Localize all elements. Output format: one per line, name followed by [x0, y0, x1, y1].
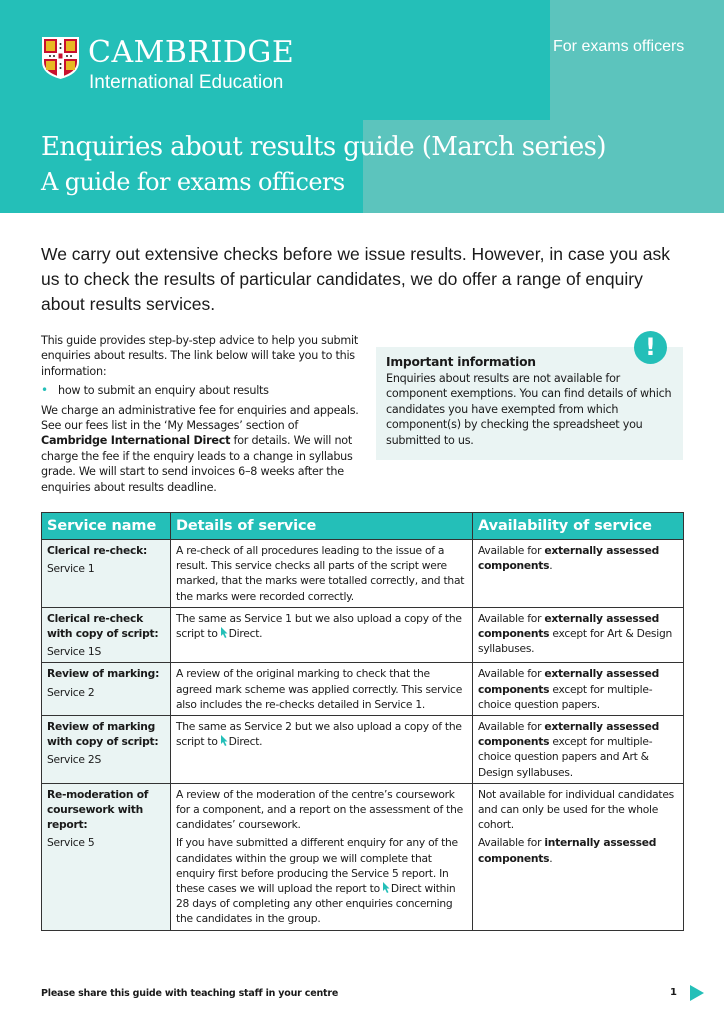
- availability-cell: [473, 540, 684, 608]
- service-name: Clerical re-check:: [47, 544, 147, 557]
- service-name-cell: [42, 663, 171, 716]
- avail-text-end: .: [549, 559, 553, 573]
- guide-description: [41, 333, 359, 497]
- fee-text-cont: for details. We will not charge the fee if the enquiry leads to a change in syllabus grade. We will start to send invoices 6–8 weeks after the enquiries about results deadline.: [41, 434, 353, 494]
- availability-cell: [473, 607, 684, 663]
- service-name-cell: [42, 607, 171, 663]
- avail-para-2: [478, 835, 678, 865]
- important-info-box: [376, 347, 683, 460]
- intro-paragraph: We carry out extensive checks before we issue results. However, in case you ask us to check the results of particular candidates, we do offer a range of enquiry about results services.: [41, 244, 670, 314]
- avail-text: Available for: [478, 544, 545, 557]
- col-details: Details of service: [171, 513, 473, 540]
- page-title: Enquiries about results guide (March series): [41, 132, 606, 162]
- details-para-2: [176, 835, 467, 926]
- avail-text-end: .: [549, 851, 553, 865]
- direct-cursor-icon: [220, 735, 228, 746]
- direct-cursor-icon: [382, 882, 390, 893]
- table-header-row: [42, 513, 684, 540]
- avail-text: Available for: [478, 667, 545, 681]
- service-code: Service 1: [47, 562, 95, 576]
- service-name: Re-moderation of coursework with report:: [47, 787, 149, 832]
- avail-bold: externally assessed components: [478, 667, 660, 696]
- cambridge-direct-name: Cambridge International Direct: [41, 434, 231, 448]
- availability-cell: [473, 663, 684, 716]
- table-row: [42, 540, 684, 608]
- avail-text-end: except for multiple-choice question papers and Art & Design syllabuses.: [478, 735, 653, 779]
- submit-enquiry-link[interactable]: how to submit an enquiry about results: [58, 384, 269, 398]
- details-cell: [171, 716, 473, 784]
- service-code: Service 5: [47, 836, 95, 850]
- exclamation-icon: !: [634, 331, 667, 364]
- service-code: Service 2S: [47, 753, 101, 767]
- avail-bold: externally assessed components: [478, 720, 660, 749]
- bullet-icon: •: [41, 383, 48, 398]
- service-code: Service 1S: [47, 645, 101, 659]
- service-name: Review of marking with copy of script:: [47, 720, 159, 749]
- service-name: Clerical re-check with copy of script:: [47, 611, 159, 641]
- avail-text-end: except for multiple-choice question papers.: [478, 682, 653, 711]
- avail-text: Available for: [478, 611, 545, 625]
- avail-bold: internally assessed components: [478, 836, 657, 865]
- logo-wordmark: CAMBRIDGE: [88, 35, 295, 70]
- details-text: If you have submitted a different enquiry for any of the candidates within the group we will complete that enquiry first before producing the Service 5 report. In these cases we will upload the report to: [176, 836, 458, 896]
- service-name: Review of marking:: [47, 667, 160, 681]
- details-text-end: Direct within 28 days of completing any other enquiries concerning the candidates in the group.: [176, 882, 456, 926]
- details-text-end: Direct.: [228, 735, 263, 749]
- details-cell: [171, 783, 473, 930]
- table-row: [42, 716, 684, 784]
- avail-bold: externally assessed components: [478, 544, 660, 573]
- direct-cursor-icon: [220, 627, 228, 638]
- details-text: A review of the moderation of the centre’s coursework for a component, and a report on the assessment of the candidates’ coursework.: [176, 787, 463, 832]
- table-row: [42, 607, 684, 663]
- service-name-cell: [42, 540, 171, 608]
- guide-para-1: This guide provides step-by-step advice to help you submit enquiries about results. The link below will take you to this information:: [41, 334, 359, 378]
- page-number: 1: [670, 987, 677, 998]
- info-body: Enquiries about results are not available for component exemptions. You can find details of which candidates you have exempted from which component(s) by checking the spreadsheet you submitted to us.: [386, 372, 672, 447]
- avail-text: Available for: [478, 720, 545, 734]
- avail-bold: externally assessed components: [478, 611, 660, 641]
- details-cell: A review of the original marking to check that the agreed mark scheme was applied correctly. This service also includes the re-checks detailed in Service 1.: [171, 663, 473, 716]
- availability-cell: [473, 783, 684, 930]
- fee-text: We charge an administrative fee for enquiries and appeals. See our fees list in the ‘My Messages’ section of: [41, 403, 359, 433]
- details-cell: [171, 607, 473, 663]
- col-service-name: Service name: [42, 513, 171, 540]
- audience-label: For exams officers: [553, 38, 685, 55]
- avail-text: Not available for individual candidates and can only be used for the whole cohort.: [478, 787, 674, 832]
- table-row: [42, 663, 684, 716]
- cambridge-logo: [41, 36, 294, 94]
- service-name-cell: [42, 783, 171, 930]
- service-code: Service 2: [47, 685, 95, 699]
- next-page-arrow-icon[interactable]: [690, 985, 704, 1001]
- availability-cell: [473, 716, 684, 784]
- cambridge-shield-icon: [41, 36, 80, 80]
- details-text-end: Direct.: [228, 627, 263, 641]
- details-cell: A re-check of all procedures leading to the issue of a result. This service checks all parts of the script were marked, that the marks were totalled correctly, and that the marks were recorded correctly.: [171, 540, 473, 608]
- guide-para-2: [41, 403, 359, 495]
- logo-subtitle: International Education: [89, 72, 284, 93]
- table-row: [42, 783, 684, 930]
- page-subtitle: A guide for exams officers: [41, 168, 345, 196]
- info-title: Important information: [386, 355, 536, 369]
- details-text: The same as Service 1 but we also upload a copy of the script to: [176, 611, 462, 641]
- services-table: [41, 512, 684, 931]
- avail-text: Available for: [478, 836, 545, 850]
- avail-text-end: except for Art & Design syllabuses.: [478, 627, 673, 656]
- col-availability: Availability of service: [473, 513, 684, 540]
- details-text: The same as Service 2 but we also upload a copy of the script to: [176, 720, 462, 749]
- service-name-cell: [42, 716, 171, 784]
- footer-note: Please share this guide with teaching staff in your centre: [41, 988, 339, 999]
- bullet-link-item[interactable]: [41, 383, 359, 398]
